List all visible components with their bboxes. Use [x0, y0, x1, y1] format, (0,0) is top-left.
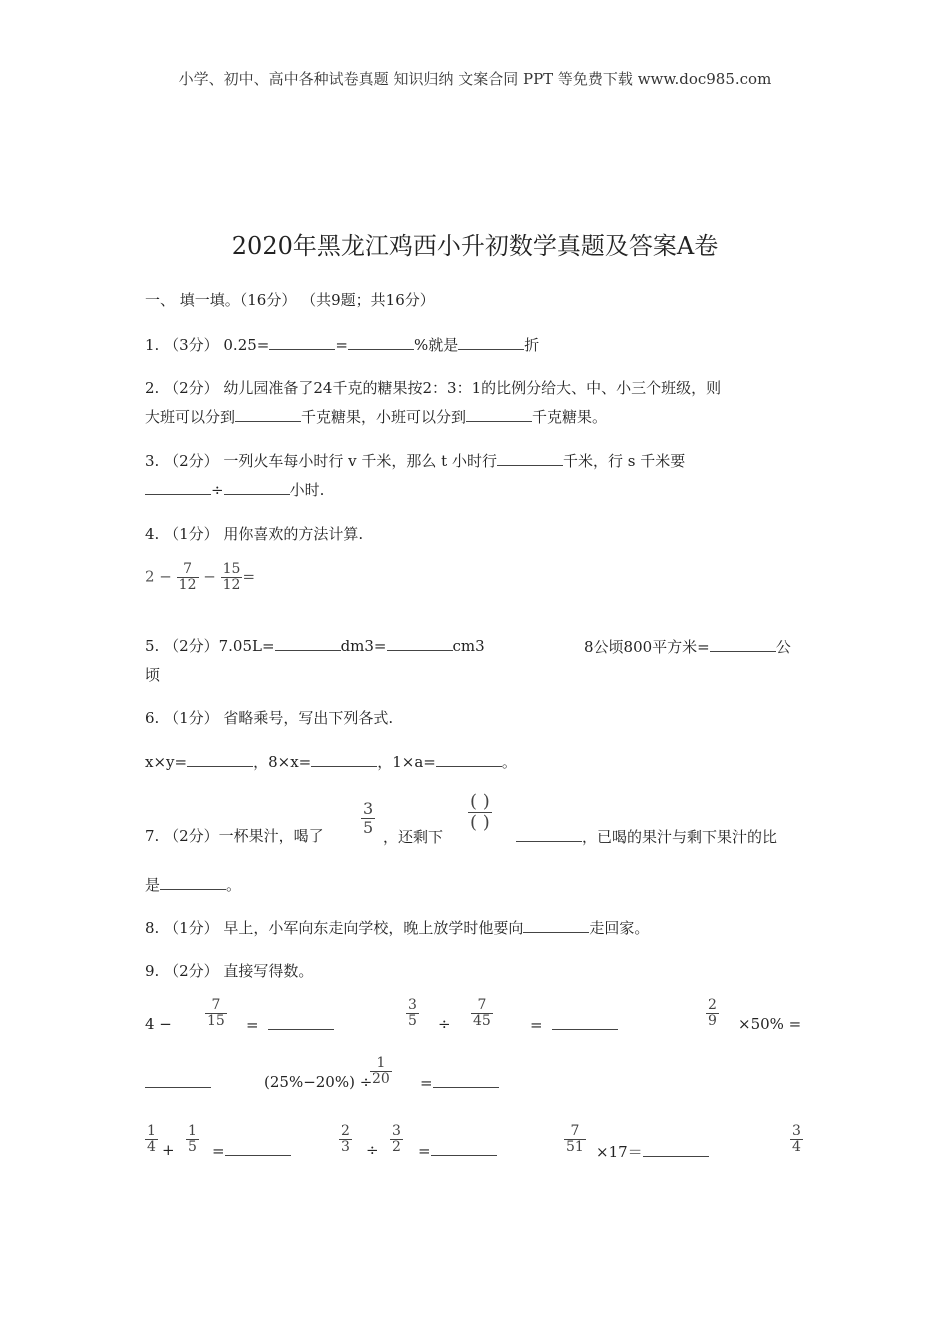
answer-blank[interactable] — [552, 1015, 618, 1030]
answer-blank[interactable] — [269, 335, 335, 350]
answer-blank[interactable] — [387, 636, 453, 651]
fraction: $\frac{2}{3}$ — [341, 1123, 350, 1155]
calc-7: ×17＝ — [596, 1141, 709, 1162]
answer-blank[interactable] — [497, 451, 563, 466]
calc-1-answer: = — [246, 1015, 334, 1034]
answer-blank[interactable] — [436, 752, 502, 767]
question-3-line-2: ÷ 小时. — [145, 480, 324, 500]
question-4-expression: 2 − $\frac{7}{12}$ − $\frac{15}{12}$ = — [145, 561, 256, 593]
calc-4: (25%−20%) ÷ — [264, 1073, 373, 1091]
answer-blank[interactable] — [466, 407, 532, 422]
answer-blank[interactable] — [235, 407, 301, 422]
question-5-line-1: 5. （2分）7.05L= dm3= cm3 — [145, 637, 485, 655]
answer-blank[interactable] — [523, 918, 589, 933]
fraction: $\frac{1}{20}$ — [372, 1055, 390, 1087]
question-3-line-1: 3. （2分） 一列火车每小时行 v 千米，那么 t 小时行 千米，行 s 千米要 — [145, 452, 686, 470]
divide-sign: ÷ — [366, 1141, 379, 1159]
answer-blank[interactable] — [710, 637, 776, 652]
calc-1: 4 − — [145, 1015, 172, 1033]
answer-blank[interactable] — [145, 1073, 211, 1088]
answer-blank[interactable] — [275, 636, 341, 651]
fraction: $\frac{7}{45}$ — [473, 997, 491, 1029]
question-2-line-1: 2. （2分） 幼儿园准备了24千克的糖果按2：3：1的比例分给大、中、小三个班级，则 — [145, 379, 722, 397]
fraction: $\frac{3}{5}$ — [363, 799, 374, 837]
fraction: $\frac{3}{5}$ — [408, 997, 417, 1029]
calc-4-answer: = — [420, 1073, 499, 1092]
page-header: 小学、初中、高中各种试卷真题 知识归纳 文案合同 PPT 等免费下载 www.doc985.com — [178, 70, 772, 88]
calc-6-answer: = — [418, 1141, 497, 1160]
parenthesis-fraction: $\frac{( )}{( )}$ — [470, 791, 490, 833]
answer-blank[interactable] — [225, 1141, 291, 1156]
answer-blank[interactable] — [458, 335, 524, 350]
question-4: 4. （1分） 用你喜欢的方法计算. — [145, 525, 364, 543]
question-7-line-2: 是 。 — [145, 876, 242, 894]
answer-blank[interactable] — [268, 1015, 334, 1030]
question-7-tail: ，已喝的果汁与剩下果汁的比 — [516, 826, 777, 847]
question-5-part-2: 8公顷800平方米= 公 — [584, 638, 791, 656]
fraction: $\frac{1}{5}$ — [188, 1123, 197, 1155]
fraction: $\frac{2}{9}$ — [708, 997, 717, 1029]
answer-blank[interactable] — [643, 1142, 709, 1157]
question-7-line-1: 7. （2分）一杯果汁，喝了 — [145, 827, 324, 845]
answer-blank[interactable] — [433, 1073, 499, 1088]
fraction: $\frac{3}{4}$ — [792, 1123, 801, 1155]
calc-3: ×50% = — [738, 1015, 802, 1033]
question-7-remaining: ，还剩下 — [383, 828, 444, 846]
answer-blank[interactable] — [348, 335, 414, 350]
answer-blank[interactable] — [431, 1141, 497, 1156]
answer-blank[interactable] — [311, 752, 377, 767]
question-6: 6. （1分） 省略乘号，写出下列各式. — [145, 709, 394, 727]
calc-5-answer: = — [212, 1141, 291, 1160]
question-1: 1. （3分） 0.25= = %就是 折 — [145, 336, 540, 354]
question-6-answers: x×y= ，8×x= ，1×a= 。 — [145, 753, 517, 771]
fraction: $\frac{1}{4}$ — [147, 1123, 156, 1155]
page-title: 2020年黑龙江鸡西小升初数学真题及答案A卷 — [231, 232, 719, 260]
divide-sign: ÷ — [438, 1015, 451, 1033]
plus-sign: + — [162, 1141, 175, 1159]
fraction: $\frac{7}{15}$ — [207, 997, 225, 1029]
answer-blank[interactable] — [224, 480, 290, 495]
answer-blank[interactable] — [187, 752, 253, 767]
answer-blank[interactable] — [516, 827, 582, 842]
question-2-line-2: 大班可以分到 千克糖果，小班可以分到 千克糖果。 — [145, 408, 608, 426]
calc-2-answer: = — [530, 1015, 618, 1034]
answer-blank[interactable] — [160, 875, 226, 890]
section-heading: 一、 填一填。（16分） （共9题；共16分） — [145, 291, 435, 309]
answer-blank[interactable] — [145, 480, 211, 495]
question-5-line-2: 顷 — [145, 666, 161, 684]
fraction: $\frac{7}{51}$ — [566, 1123, 584, 1155]
fraction: $\frac{3}{2}$ — [392, 1123, 401, 1155]
fraction: $\frac{15}{12}$ — [222, 561, 241, 593]
question-9: 9. （2分） 直接写得数。 — [145, 962, 314, 980]
calc-3-answer — [145, 1073, 211, 1092]
fraction: $\frac{7}{12}$ — [178, 561, 197, 593]
question-8: 8. （1分） 早上，小军向东走向学校，晚上放学时他要向 走回家。 — [145, 919, 650, 937]
